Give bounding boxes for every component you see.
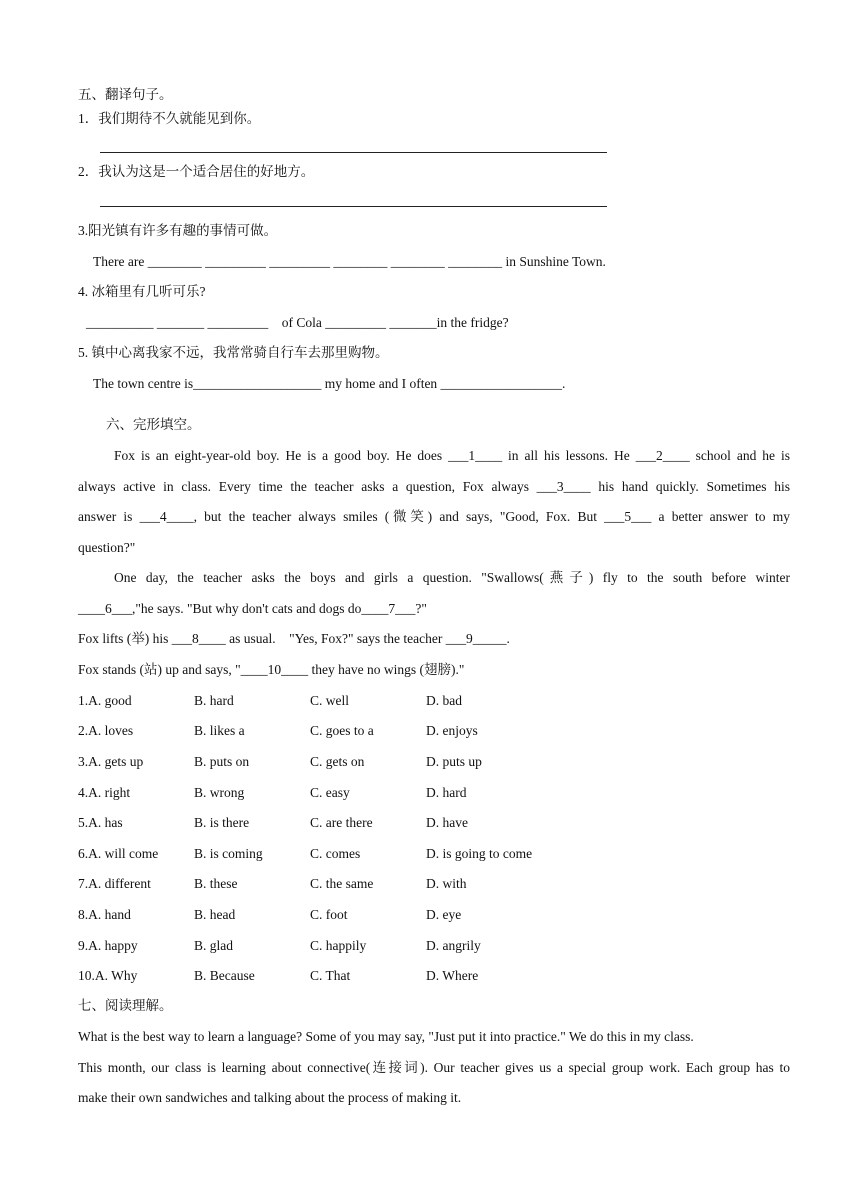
option-c: C. well [310, 693, 349, 708]
option-c: C. the same [310, 876, 374, 891]
option-d: D. have [426, 815, 468, 830]
option-d: D. puts up [426, 754, 482, 769]
cloze-paragraph2-line3: Fox lifts (举) his ___8____ as usual. "Yes, Fox?" says the teacher ___9_____. [78, 631, 510, 646]
reading-line2: This month, our class is learning about connective(连接词). Our teacher gives us a special group work. Each group has to [78, 1060, 790, 1075]
reading-line1: What is the best way to learn a language? Some of you may say, "Just put it into practice." We do this in my class. [78, 1029, 694, 1044]
reading-line3: make their own sandwiches and talking about the process of making it. [78, 1090, 462, 1105]
option-c: C. easy [310, 785, 350, 800]
translate-q2: 2．我认为这是一个适合居住的好地方。 [78, 164, 315, 179]
option-a: 10.A. Why [78, 968, 138, 983]
answer-line-q2 [100, 206, 607, 207]
option-b: B. wrong [194, 785, 245, 800]
option-a: 4.A. right [78, 785, 131, 800]
option-a: 9.A. happy [78, 938, 138, 953]
cloze-paragraph1-line4: question?" [78, 540, 136, 555]
section5-heading: 五、翻译句子。 [78, 87, 173, 102]
option-d: D. Where [426, 968, 479, 983]
option-b: B. is coming [194, 846, 263, 861]
option-a: 1.A. good [78, 693, 132, 708]
cloze-paragraph2-line1: One day, the teacher asks the boys and girls a question. "Swallows(燕子) fly to the south before winter [114, 570, 790, 585]
option-d: D. bad [426, 693, 462, 708]
translate-q3: 3.阳光镇有许多有趣的事情可做。 [78, 223, 278, 238]
option-c: C. happily [310, 938, 367, 953]
option-b: B. these [194, 876, 238, 891]
answer-line-q1 [100, 152, 607, 153]
translate-q4-english: __________ _______ _________ of Cola _________ _______in the fridge? [86, 315, 509, 330]
option-d: D. with [426, 876, 467, 891]
option-a: 6.A. will come [78, 846, 159, 861]
option-a: 8.A. hand [78, 907, 131, 922]
option-b: B. likes a [194, 723, 245, 738]
option-d: D. enjoys [426, 723, 478, 738]
cloze-paragraph1-line2: always active in class. Every time the teacher asks a question, Fox always ___3____ his hand quickly. Sometimes his [78, 479, 790, 494]
option-a: 3.A. gets up [78, 754, 144, 769]
option-c: C. That [310, 968, 351, 983]
cloze-paragraph1-line3: answer is ___4____, but the teacher always smiles (微笑) and says, "Good, Fox. But ___5___ a better answer to my [78, 509, 790, 524]
cloze-paragraph2-line4: Fox stands (站) up and says, "____10____ they have no wings (翅膀)." [78, 662, 465, 677]
translate-q4: 4. 冰箱里有几听可乐? [78, 284, 206, 299]
option-b: B. is there [194, 815, 250, 830]
cloze-paragraph1-line1: Fox is an eight-year-old boy. He is a good boy. He does ___1____ in all his lessons. He ___2____ school and he is [114, 448, 790, 463]
translate-q5: 5. 镇中心离我家不远，我常常骑自行车去那里购物。 [78, 345, 389, 360]
option-a: 7.A. different [78, 876, 151, 891]
option-b: B. head [194, 907, 236, 922]
translate-q3-english: There are ________ _________ _________ ________ ________ ________ in Sunshine Town. [93, 254, 606, 269]
option-a: 2.A. loves [78, 723, 134, 738]
cloze-paragraph2-line2: ____6___,"he says. "But why don't cats and dogs do____7___?" [78, 601, 427, 616]
option-d: D. eye [426, 907, 462, 922]
option-c: C. goes to a [310, 723, 374, 738]
option-c: C. comes [310, 846, 361, 861]
option-b: B. glad [194, 938, 233, 953]
section6-heading: 六、完形填空。 [106, 417, 201, 432]
option-d: D. hard [426, 785, 467, 800]
option-d: D. is going to come [426, 846, 533, 861]
option-c: C. gets on [310, 754, 365, 769]
option-d: D. angrily [426, 938, 481, 953]
translate-q1: 1．我们期待不久就能见到你。 [78, 111, 261, 126]
option-b: B. Because [194, 968, 255, 983]
option-a: 5.A. has [78, 815, 123, 830]
option-b: B. puts on [194, 754, 250, 769]
section7-heading: 七、阅读理解。 [78, 998, 173, 1013]
option-c: C. are there [310, 815, 373, 830]
option-b: B. hard [194, 693, 234, 708]
translate-q5-english: The town centre is___________________ my home and I often __________________. [93, 376, 566, 391]
option-c: C. foot [310, 907, 348, 922]
